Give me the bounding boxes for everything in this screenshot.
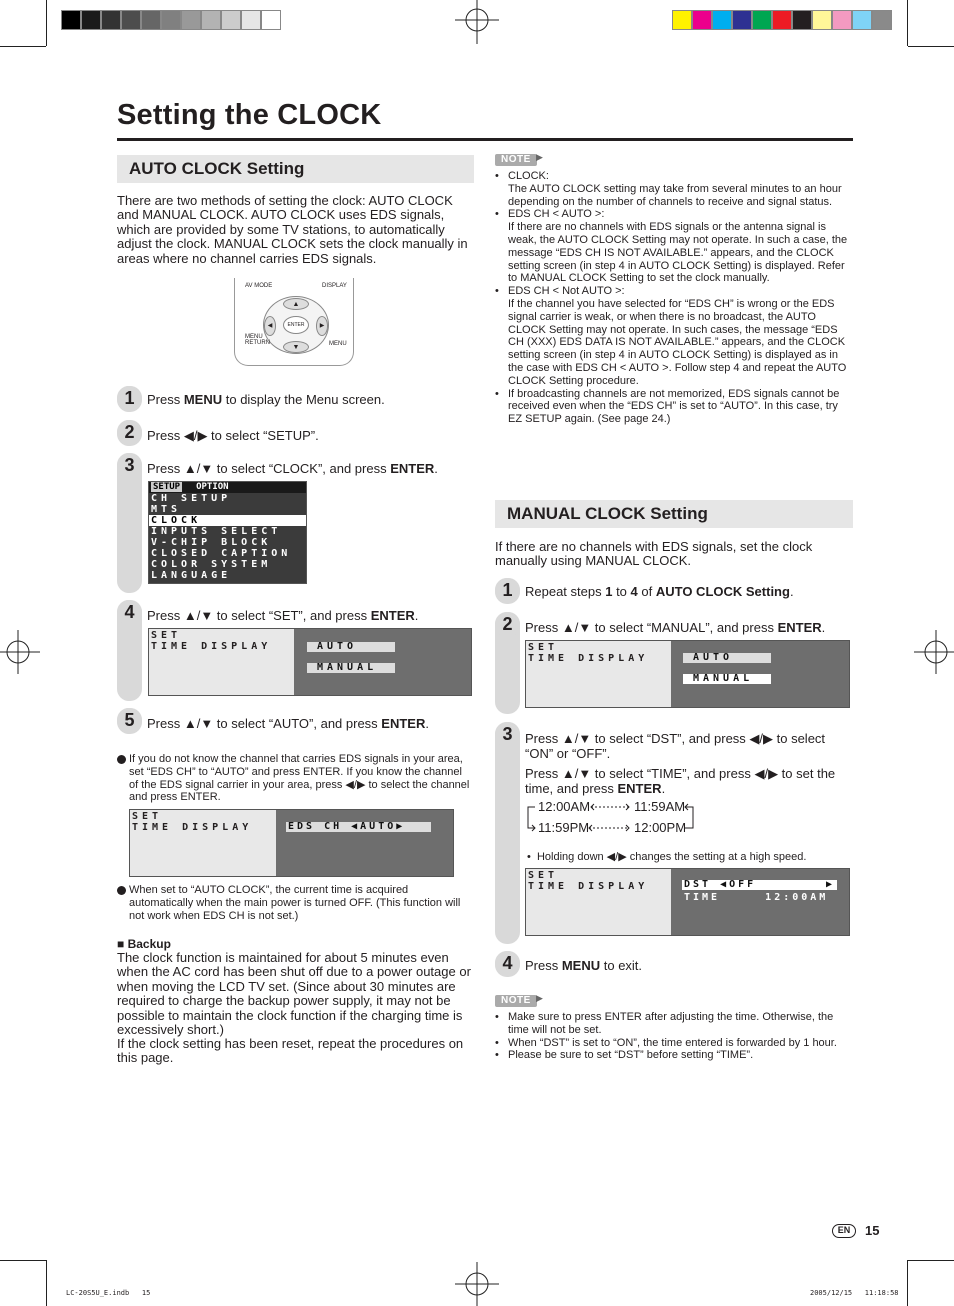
option-manual: MANUAL (307, 663, 395, 673)
step-text: Press ▲/▼ to select “CLOCK”, and press ENTER. (147, 461, 438, 476)
calibration-swatch (712, 10, 732, 30)
options-panel (276, 810, 453, 876)
step-text: Press ▲/▼ to select “SET”, and press ENTER. (147, 608, 419, 623)
option-auto: AUTO (683, 653, 771, 663)
step-text: Press MENU to exit. (525, 958, 643, 973)
menu-tabs (149, 482, 306, 493)
note-badge: NOTE (495, 995, 537, 1007)
page-number: 15 (865, 1223, 880, 1238)
option-auto: AUTO (307, 642, 395, 652)
calibration-swatch (672, 10, 692, 30)
menu-item: MTS (151, 504, 182, 515)
remote-menu-return-label: MENU RETURN (245, 334, 270, 346)
crop-mark (908, 46, 954, 47)
crop-mark (0, 46, 46, 47)
step-number: 1 (117, 386, 142, 411)
note-badge: NOTE (495, 154, 537, 166)
note-item: • EDS CH < Not AUTO >: If the channel you have selected for “EDS CH” is wrong or the EDS signal carrier is weak, or when there is no broadcast, the AUTO CLOCK Setting may not operate. In such cases, the message “EDS CH (XXX) EDS DATA IS NOT AVAILABLE.” appears, and the CLOCK setting screen (in step 4 in AUTO CLOCK Setting) is displayed as in the case with EDS CH < AUTO >. Follow step 4 and repeat the AUTO CLOCK Setting procedure. (495, 285, 852, 387)
tab-option: OPTION (196, 482, 229, 492)
step-text: Press ▲/▼ to select “TIME”, and press ◀/▶ to set the time, and press ENTER. (525, 766, 836, 796)
footer-timestamp: 2005/12/15 11:18:58 (810, 1289, 899, 1297)
step-number: 2 (117, 420, 142, 445)
crop-mark (46, 0, 47, 46)
backup-title: ■ Backup (117, 937, 171, 951)
registration-target-icon (455, 1262, 499, 1306)
calibration-swatch (201, 10, 221, 30)
bullet-icon (117, 755, 126, 764)
step-number: 3 (117, 453, 142, 478)
time-value: 12:00PM (634, 820, 687, 835)
calibration-swatch (81, 10, 101, 30)
manual-intro: If there are no channels with EDS signals, set the clock manually using MANUAL CLOCK. (495, 539, 813, 569)
crop-mark (46, 1260, 47, 1306)
menu-item: V-CHIP BLOCK (151, 537, 272, 548)
calibration-swatch (121, 10, 141, 30)
menu-row-set: SET (528, 870, 559, 881)
crop-mark (907, 1260, 908, 1306)
menu-item: COLOR SYSTEM (151, 559, 272, 570)
time-cycle-diagram (525, 798, 700, 836)
manual-clock-heading: MANUAL CLOCK Setting (495, 500, 853, 528)
backup-text: The clock function is maintained for about 5 minutes even when the AC cord has been shut off due to a power outage or when moving the LCD TV set. (Since about 30 minutes are required to charge the backup power supply, it may not be possible to maintain the clock function if the charging time is excessively short.) (117, 950, 471, 1038)
manual-menu-screen (525, 640, 850, 708)
step-text: Repeat steps 1 to 4 of AUTO CLOCK Setting. (525, 584, 794, 599)
auto-clock-heading: AUTO CLOCK Setting (117, 155, 474, 183)
down-button: ▼ (283, 341, 309, 353)
menu-item: LANGUAGE (151, 570, 232, 581)
note-item: • CLOCK: The AUTO CLOCK setting may take from several minutes to an hour depending on the number of channels to receive and signal status. (495, 170, 852, 208)
auto-clock-bullet-text: When set to “AUTO CLOCK”, the current time is acquired automatically when the main power is turned OFF. (This function will not work when EDS CH is not set.) (129, 884, 461, 922)
note-arrow-icon: ▶ (536, 993, 543, 1003)
note1-list (495, 170, 852, 426)
backup-text-2: If the clock setting has been reset, repeat the procedures on this page. (117, 1036, 464, 1066)
step-text: Press ◀/▶ to select “SETUP”. (147, 428, 319, 443)
right-button: ▶ (316, 316, 328, 336)
tab-setup: SETUP (153, 482, 181, 492)
crop-mark (0, 1260, 46, 1261)
menu-row-time-display: TIME DISPLAY (528, 881, 649, 892)
calibration-swatch (732, 10, 752, 30)
eds-ch-value: EDS CH ◀AUTO▶ (286, 822, 431, 832)
footer-file-label: LC-20S5U_E.indb 15 (66, 1289, 151, 1297)
step-text: Press MENU to display the Menu screen. (147, 392, 385, 407)
note-arrow-icon: ▶ (536, 152, 543, 162)
option-manual-selected: MANUAL (683, 674, 771, 684)
menu-row-time-display: TIME DISPLAY (132, 822, 253, 833)
calibration-swatch (772, 10, 792, 30)
time-value: 12:00AM (538, 799, 591, 814)
language-badge: EN (832, 1224, 856, 1238)
right-arrow-icon: ▶ (825, 879, 835, 890)
time-value: 11:59PM (538, 820, 590, 835)
crop-mark (908, 1260, 954, 1261)
calibration-swatch (752, 10, 772, 30)
step-text: Press ▲/▼ to select “MANUAL”, and press ENTER. (525, 620, 826, 635)
calibration-swatch (261, 10, 281, 30)
note-item: • Make sure to press ENTER after adjusting the time. Otherwise, the time will not be set. (495, 1011, 845, 1037)
crop-mark (907, 0, 908, 46)
eds-bullet-text: If you do not know the channel that carries EDS signals in your area, set “EDS CH” to “AUTO” and press ENTER. If you know the channel of the EDS signal carrier in your area, press ◀/▶ to select the channel and press ENTER. (129, 753, 470, 804)
calibration-swatch (792, 10, 812, 30)
left-button: ◀ (264, 316, 276, 336)
registration-target-icon (455, 0, 499, 44)
registration-target-icon (914, 630, 954, 674)
note-item: • Please be sure to set “DST” before setting “TIME”. (495, 1049, 845, 1062)
bullet-icon (117, 886, 126, 895)
clock-menu-screen (148, 628, 472, 696)
menu-row-set: SET (528, 642, 559, 653)
up-button: ▲ (283, 298, 309, 310)
step-number: 3 (495, 722, 520, 747)
note-item: • If broadcasting channels are not memorized, EDS signals cannot be received even when the “EDS CH” is set to “AUTO”. In this case, try EZ SETUP again. (See page 24.) (495, 388, 852, 426)
step-text: Press ▲/▼ to select “AUTO”, and press ENTER. (147, 716, 429, 731)
menu-row-set: SET (132, 811, 163, 822)
note-item: • When “DST” is set to “ON”, the time entered is forwarded by 1 hour. (495, 1037, 845, 1050)
time-value-row: TIME 12:00AM (684, 892, 829, 903)
eds-menu-screen (129, 809, 454, 877)
calibration-swatch (141, 10, 161, 30)
enter-button: ENTER (283, 316, 309, 334)
calibration-swatch (181, 10, 201, 30)
remote-display-label: DISPLAY (322, 283, 347, 289)
title-rule (117, 138, 853, 141)
calibration-swatch (221, 10, 241, 30)
remote-av-mode-label: AV MODE (245, 283, 273, 289)
calibration-swatch (101, 10, 121, 30)
calibration-swatch (61, 10, 81, 30)
menu-item: INPUTS SELECT (151, 526, 282, 537)
setup-menu-screen (148, 481, 307, 584)
calibration-swatch (161, 10, 181, 30)
menu-row-set: SET (151, 630, 182, 641)
calibration-swatch (852, 10, 872, 30)
remote-menu-label: MENU (329, 341, 347, 347)
calibration-swatch (812, 10, 832, 30)
remote-illustration (234, 278, 354, 366)
menu-item: CLOSED CAPTION (151, 548, 292, 559)
calibration-swatch (241, 10, 261, 30)
bullet-icon: • (527, 851, 537, 863)
dst-value: DST ◀OFF ▶ (684, 879, 835, 890)
step-number: 4 (117, 600, 142, 625)
dst-menu-screen (525, 868, 850, 936)
menu-row-time-display: TIME DISPLAY (528, 653, 649, 664)
time-value: 11:59AM (634, 799, 686, 814)
calibration-swatch (872, 10, 892, 30)
menu-item-selected: CLOCK (149, 515, 306, 526)
step-text: Press ▲/▼ to select “DST”, and press ◀/▶ to select “ON” or “OFF”. (525, 731, 826, 761)
calibration-swatch (832, 10, 852, 30)
calibration-swatch (692, 10, 712, 30)
note-item: • EDS CH < AUTO >: If there are no channels with EDS signals or the antenna signal is weak, the AUTO CLOCK Setting may not operate. In such a case, the message “EDS CH IS NOT AVAILABLE.” appears, and the CLOCK setting screen (in step 4 in AUTO CLOCK Setting) is displayed. Refer to MANUAL CLOCK Setting to set the clock manually. (495, 208, 852, 285)
auto-intro: There are two methods of setting the clock: AUTO CLOCK and MANUAL CLOCK. AUTO CLOCK uses EDS signals, which are provided by some TV stations, to automatically adjust the clock. MANUAL CLOCK sets the clock manually in areas where no channel carries EDS signals. (117, 193, 468, 266)
registration-target-icon (0, 630, 40, 674)
note2-list (495, 1011, 845, 1062)
hold-note: • Holding down ◀/▶ changes the setting at a high speed. (527, 851, 807, 863)
step-bar (495, 722, 520, 944)
step-number: 2 (495, 612, 520, 637)
step-number: 5 (117, 708, 142, 733)
page-title: Setting the CLOCK (117, 99, 382, 131)
step-number: 1 (495, 578, 520, 603)
menu-item: CH SETUP (151, 493, 232, 504)
step-number: 4 (495, 951, 520, 976)
menu-row-time-display: TIME DISPLAY (151, 641, 272, 652)
